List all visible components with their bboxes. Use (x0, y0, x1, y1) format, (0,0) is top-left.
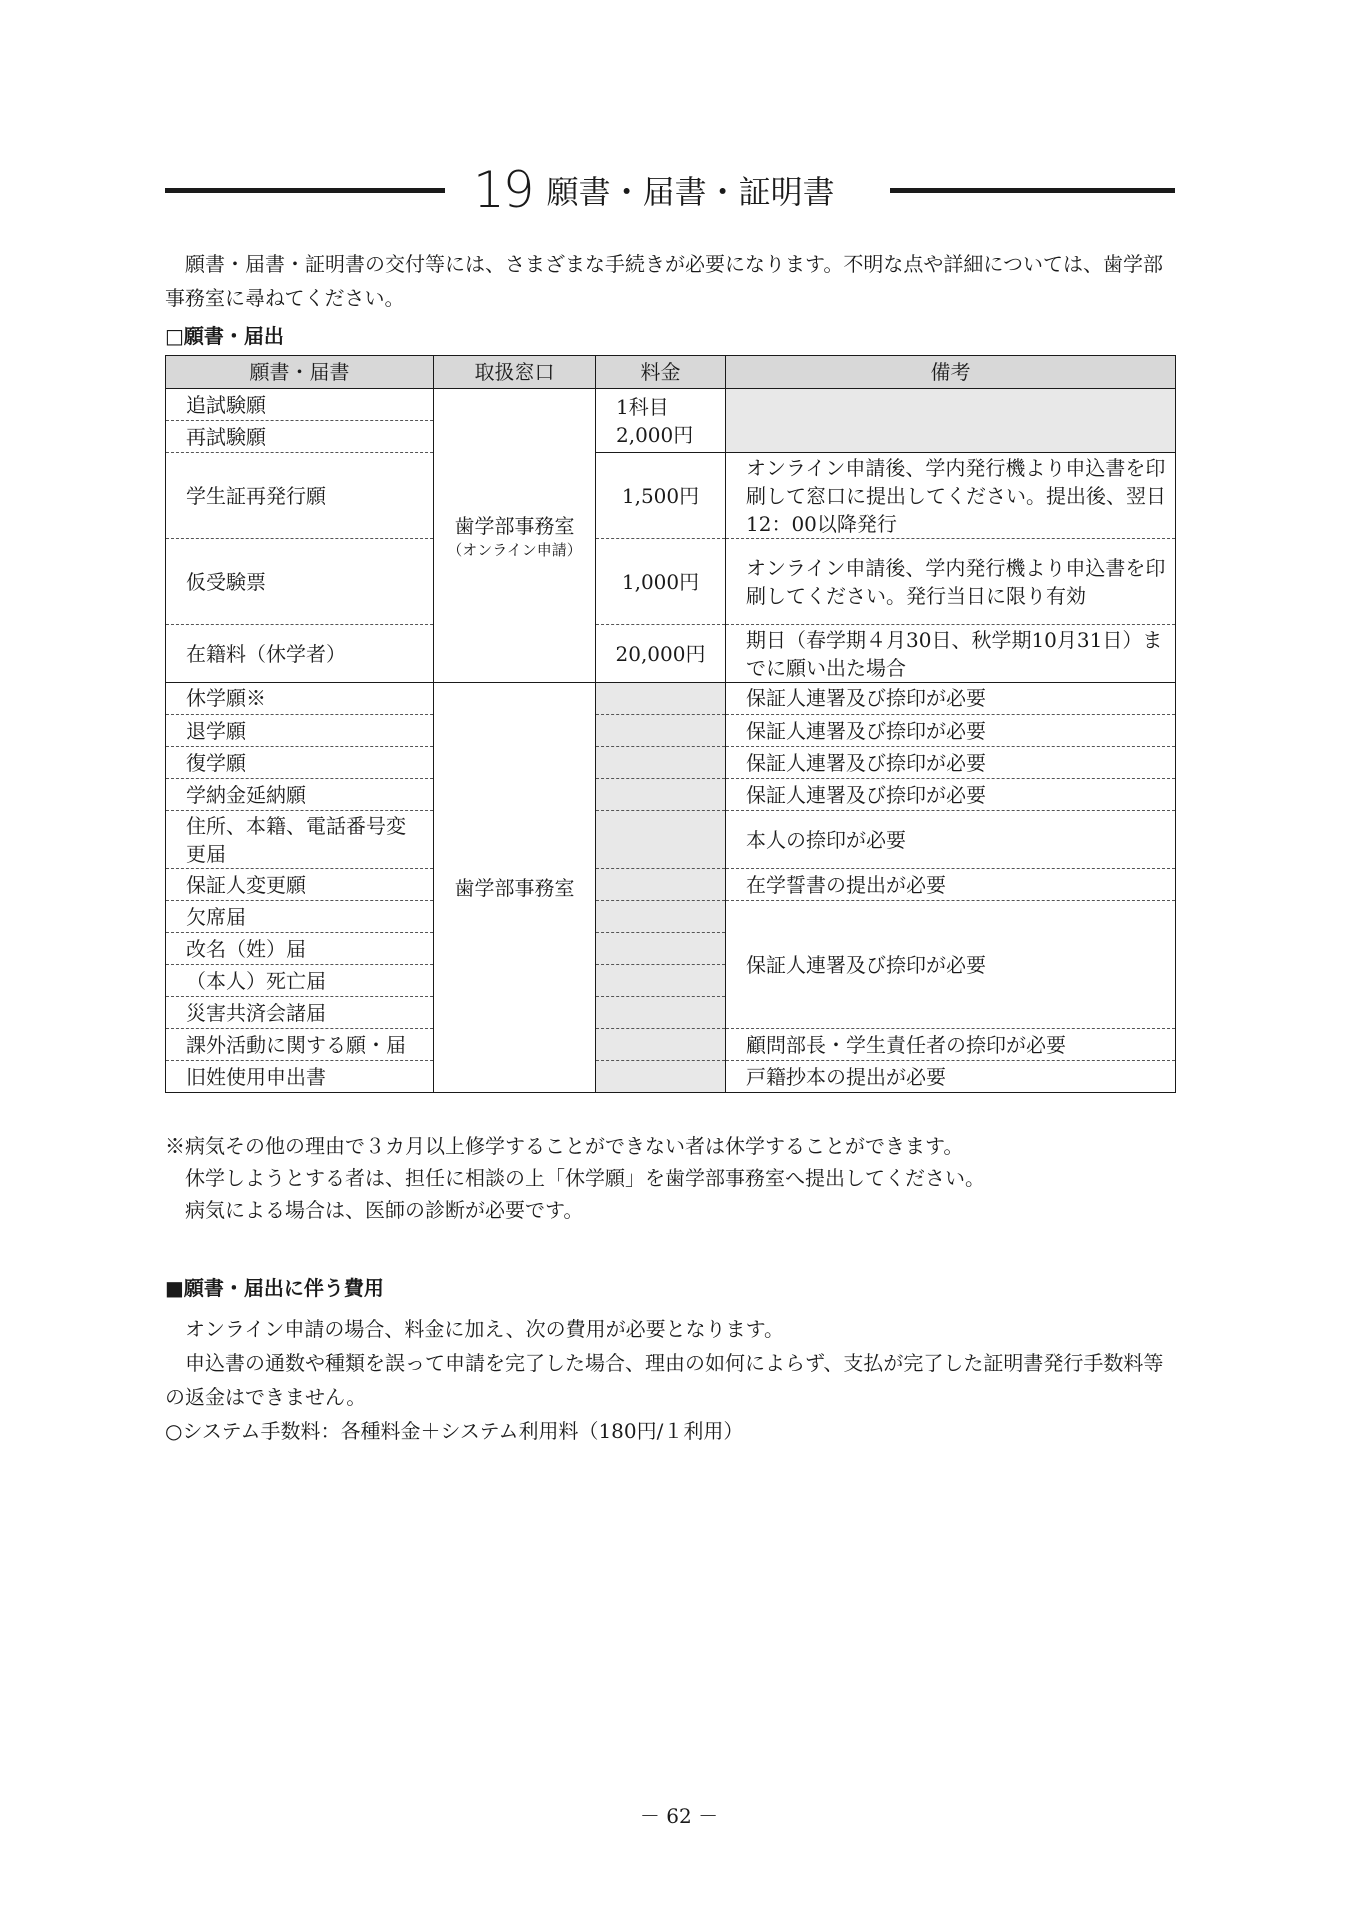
row-name: 追試験願 (166, 389, 434, 421)
row-fee: 1,500円 (596, 453, 726, 539)
fees-heading: ■願書・届出に伴う費用 (165, 1276, 384, 1300)
fee-empty (596, 901, 726, 933)
footnote: ※病気その他の理由で３カ月以上修学することができない者は休学することができます。 (165, 1134, 964, 1158)
table-header-row (166, 356, 1176, 389)
fee-empty (596, 1061, 726, 1093)
page-number: － 62 － (639, 1804, 719, 1828)
row-name: 退学願 (166, 715, 434, 747)
table-row (166, 389, 1176, 421)
table-row (166, 869, 1176, 901)
table-row (166, 811, 1176, 869)
row-note: 期日（春学期４月30日、秋学期10月31日）までに願い出た場合 (726, 625, 1176, 683)
row-note: 戸籍抄本の提出が必要 (726, 1061, 1176, 1093)
row-name: 学納金延納願 (166, 779, 434, 811)
row-name: （本人）死亡届 (166, 965, 434, 997)
header-note: 備考 (726, 356, 1176, 389)
row-name: 学生証再発行願 (166, 453, 434, 539)
table-row (166, 715, 1176, 747)
table-row (166, 683, 1176, 715)
table-row (166, 625, 1176, 683)
row-note: 本人の捺印が必要 (726, 811, 1176, 869)
section-number: 19 (473, 161, 533, 219)
fee-retest (596, 389, 726, 453)
table-row (166, 747, 1176, 779)
applications-table (165, 355, 1176, 1093)
table-row (166, 1029, 1176, 1061)
row-name: 復学願 (166, 747, 434, 779)
row-note: 保証人連署及び捺印が必要 (726, 683, 1176, 715)
row-note: 保証人連署及び捺印が必要 (726, 715, 1176, 747)
row-name: 改名（姓）届 (166, 933, 434, 965)
fees-paragraph: 申込書の通数や種類を誤って申請を完了した場合、理由の如何によらず、支払が完了した証明書発行手数料等の返金はできません。 (165, 1351, 1164, 1409)
row-name: 在籍料（休学者） (166, 625, 434, 683)
row-name: 休学願※ (166, 683, 434, 715)
row-note: 保証人連署及び捺印が必要 (726, 779, 1176, 811)
table-footnotes (165, 1130, 1175, 1226)
row-note: 保証人連署及び捺印が必要 (726, 747, 1176, 779)
window-office: 歯学部事務室 (434, 683, 596, 1093)
row-name: 仮受験票 (166, 539, 434, 625)
table-row (166, 539, 1176, 625)
title-rule-right (890, 188, 1175, 193)
fees-item: ○システム手数料：各種料金＋システム利用料（180円/１利用） (165, 1419, 744, 1443)
table-heading: □願書・届出 (165, 324, 284, 348)
table-row (166, 901, 1176, 933)
row-name: 災害共済会諸届 (166, 997, 434, 1029)
fee-retest-line1: 1科目 (616, 395, 669, 419)
footnote: 休学しようとする者は、担任に相談の上「休学願」を歯学部事務室へ提出してください。 (185, 1166, 985, 1190)
row-note: 保証人連署及び捺印が必要 (726, 901, 1176, 1029)
fee-empty (596, 811, 726, 869)
row-note: オンライン申請後、学内発行機より申込書を印刷して窓口に提出してください。提出後、翌日12：00以降発行 (726, 453, 1176, 539)
title-rule-left (165, 188, 445, 193)
row-name: 欠席届 (166, 901, 434, 933)
row-name: 住所、本籍、電話番号変更届 (166, 811, 434, 869)
table-row (166, 453, 1176, 539)
row-name: 課外活動に関する願・届 (166, 1029, 434, 1061)
window-online (434, 389, 596, 683)
fee-retest-line2: 2,000円 (616, 423, 694, 447)
header-fee: 料金 (596, 356, 726, 389)
fees-paragraph: オンライン申請の場合、料金に加え、次の費用が必要となります。 (185, 1317, 784, 1341)
section-label: 願書・届書・証明書 (546, 173, 835, 211)
section-title-bar (165, 160, 1175, 220)
table-row (166, 779, 1176, 811)
fee-empty (596, 869, 726, 901)
fee-empty (596, 965, 726, 997)
row-fee: 1,000円 (596, 539, 726, 625)
section-title (473, 160, 835, 220)
fee-empty (596, 779, 726, 811)
window-online-label: 歯学部事務室 (454, 513, 575, 538)
fee-empty (596, 715, 726, 747)
fee-empty (596, 1029, 726, 1061)
row-name: 再試験願 (166, 421, 434, 453)
table-row (166, 1061, 1176, 1093)
footnote: 病気による場合は、医師の診断が必要です。 (185, 1198, 584, 1222)
fee-empty (596, 997, 726, 1029)
fee-empty (596, 747, 726, 779)
header-application: 願書・届書 (166, 356, 434, 389)
header-window: 取扱窓口 (434, 356, 596, 389)
note-empty (726, 389, 1176, 453)
row-note: 在学誓書の提出が必要 (726, 869, 1176, 901)
intro-paragraph: 願書・届書・証明書の交付等には、さまざまな手続きが必要になります。不明な点や詳細については、歯学部事務室に尋ねてください。 (165, 252, 1163, 310)
row-name: 保証人変更願 (166, 869, 434, 901)
row-name: 旧姓使用申出書 (166, 1061, 434, 1093)
fees-section (165, 1312, 1175, 1448)
fee-empty (596, 683, 726, 715)
row-fee: 20,000円 (596, 625, 726, 683)
row-note: 顧問部長・学生責任者の捺印が必要 (726, 1029, 1176, 1061)
window-online-sub: （オンライン申請） (447, 540, 582, 559)
row-note: オンライン申請後、学内発行機より申込書を印刷してください。発行当日に限り有効 (726, 539, 1176, 625)
fee-empty (596, 933, 726, 965)
